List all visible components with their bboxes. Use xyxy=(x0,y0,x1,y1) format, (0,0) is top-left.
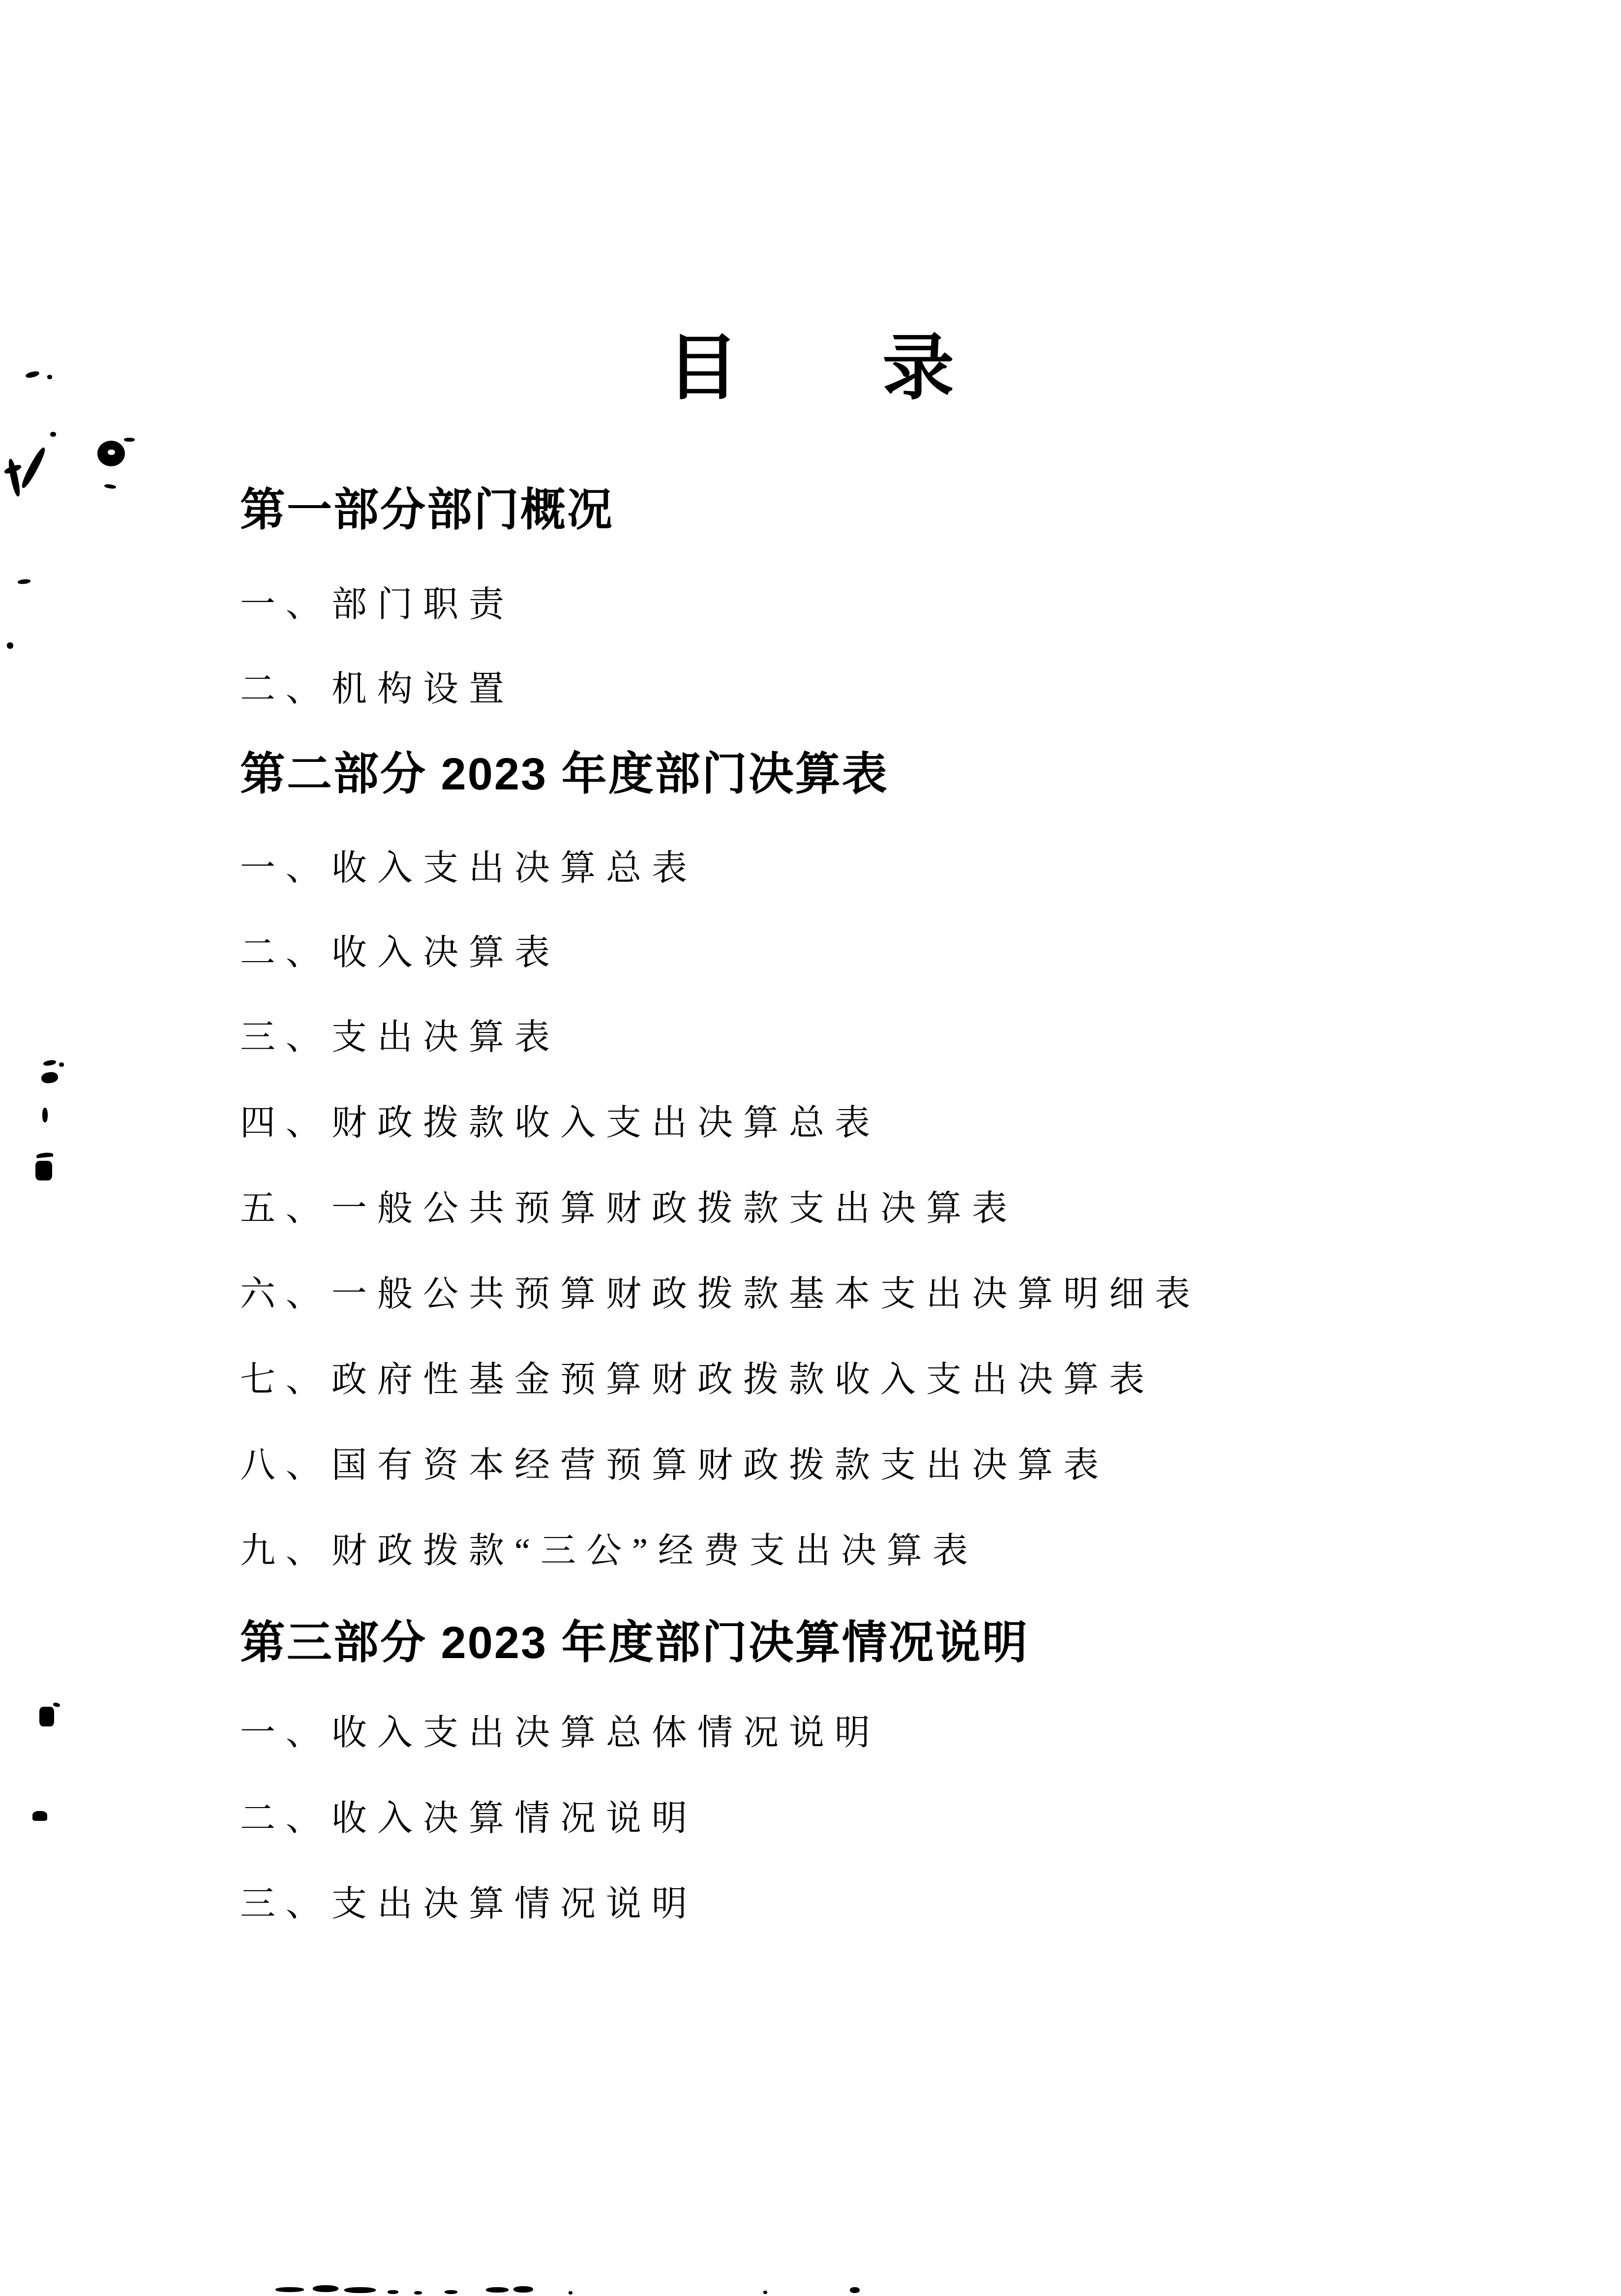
toc-item: 四、财政拨款收入支出决算总表 xyxy=(240,1103,881,1143)
toc-item: 一、收入支出决算总体情况说明 xyxy=(240,1713,881,1752)
scan-artifact xyxy=(7,642,13,649)
scan-artifact xyxy=(124,438,135,442)
toc-item: 八、国有资本经营预算财政拨款支出决算表 xyxy=(240,1446,1110,1485)
toc-item: 三、支出决算表 xyxy=(240,1018,561,1057)
scan-artifact xyxy=(36,1152,54,1158)
part-1-heading: 第一部分部门概况 xyxy=(240,485,614,535)
toc-item: 二、收入决算情况说明 xyxy=(240,1799,698,1838)
part-3-heading: 第三部分 2023 年度部门决算情况说明 xyxy=(240,1618,1029,1668)
toc-item: 一、部门职责 xyxy=(240,585,515,624)
toc-item: 七、政府性基金预算财政拨款收入支出决算表 xyxy=(240,1360,1155,1399)
scan-artifact xyxy=(32,1811,47,1821)
scan-artifact xyxy=(513,2286,533,2293)
scan-artifact xyxy=(97,441,125,466)
scan-artifact xyxy=(850,2287,860,2293)
scan-artifact xyxy=(39,1707,54,1726)
scan-artifact xyxy=(763,2291,767,2294)
scan-artifact xyxy=(569,2291,572,2295)
toc-item: 九、财政拨款“三公”经费支出决算表 xyxy=(240,1531,978,1571)
scan-artifact xyxy=(19,446,47,490)
page-title: 目 录 xyxy=(667,328,954,408)
scan-artifact xyxy=(486,2287,509,2293)
toc-item: 二、收入决算表 xyxy=(240,933,561,972)
scan-artifact xyxy=(47,375,52,379)
toc-item: 五、一般公共预算财政拨款支出决算表 xyxy=(240,1189,1018,1228)
scan-artifact xyxy=(275,2287,304,2292)
scan-artifact xyxy=(35,1161,52,1180)
toc-item: 一、收入支出决算总表 xyxy=(240,848,698,888)
scan-artifact xyxy=(50,432,56,437)
scan-artifact xyxy=(53,1702,60,1707)
part-2-heading: 第二部分 2023 年度部门决算表 xyxy=(240,749,889,799)
toc-item: 六、一般公共预算财政拨款基本支出决算明细表 xyxy=(240,1274,1201,1314)
scan-artifact xyxy=(59,1062,64,1067)
scan-artifact xyxy=(41,1071,59,1085)
scan-artifact xyxy=(414,2291,422,2295)
scan-artifact xyxy=(388,2290,398,2294)
scan-artifact xyxy=(42,1108,48,1122)
scan-artifact xyxy=(7,458,22,497)
scan-artifact xyxy=(104,483,117,489)
scan-artifact xyxy=(18,579,31,585)
scan-artifact xyxy=(445,2290,457,2294)
toc-item: 三、支出决算情况说明 xyxy=(240,1884,698,1924)
scan-artifact xyxy=(344,2287,376,2293)
toc-item: 二、机构设置 xyxy=(240,669,515,709)
scan-artifact xyxy=(313,2285,338,2292)
scan-artifact xyxy=(43,1059,56,1066)
